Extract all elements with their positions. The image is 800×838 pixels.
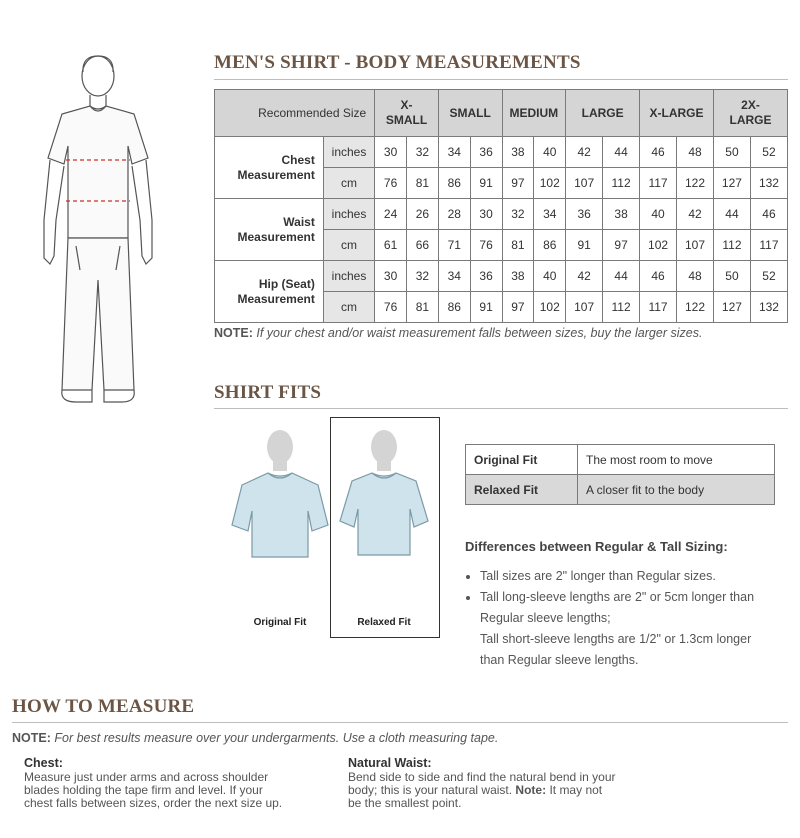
size-header [713, 90, 787, 137]
table-cell: 112 [603, 168, 640, 199]
measurement-label-line: Measurement [237, 167, 315, 182]
size-label: 2X- [741, 98, 760, 112]
divider [214, 79, 788, 80]
note-label: NOTE: [12, 731, 51, 745]
note-label: NOTE: [214, 326, 253, 340]
table-cell: 107 [677, 230, 714, 261]
table-cell: 42 [566, 137, 603, 168]
table-cell: 46 [640, 137, 677, 168]
table-cell: 122 [677, 292, 714, 323]
table-cell: 30 [470, 199, 502, 230]
table-cell: 52 [750, 261, 787, 292]
table-cell: 32 [502, 199, 534, 230]
fit-name: Original Fit [466, 445, 578, 475]
body-measurement-figure [30, 50, 180, 410]
list-item [480, 587, 800, 671]
size-label: LARGE [729, 113, 772, 127]
size-label: X- [400, 98, 413, 112]
table-cell: 112 [713, 230, 750, 261]
shirt-fits-title: SHIRT FITS [214, 382, 322, 403]
table-cell: 38 [502, 261, 534, 292]
sizing-differences-title: Differences between Regular & Tall Sizing: [465, 539, 728, 554]
table-cell: 132 [750, 168, 787, 199]
recommended-size-label: Recommended Size [215, 90, 375, 137]
fit-description: The most room to move [578, 445, 775, 475]
table-cell: 91 [470, 292, 502, 323]
table-row [215, 199, 788, 230]
instruction-line: blades holding the tape firm and level. If your [24, 783, 263, 797]
size-header: LARGE [566, 90, 640, 137]
table-cell: 32 [407, 261, 439, 292]
body-measurements-note [214, 326, 702, 340]
divider [214, 408, 788, 409]
table-cell: 117 [640, 168, 677, 199]
table-cell: 66 [407, 230, 439, 261]
size-header: MEDIUM [502, 90, 566, 137]
divider [12, 722, 788, 723]
list-item-text: • Tall long-sleeve lengths are 2" or 5cm longer than [480, 590, 755, 604]
table-cell: 107 [566, 292, 603, 323]
table-cell: 81 [502, 230, 534, 261]
table-row [215, 261, 788, 292]
table-cell: 40 [534, 261, 566, 292]
measurement-label [215, 261, 324, 323]
table-cell: 50 [713, 137, 750, 168]
instruction-note-label: Note: [515, 783, 547, 797]
table-cell: 30 [375, 261, 407, 292]
table-cell: 34 [438, 137, 470, 168]
table-cell: 48 [677, 261, 714, 292]
table-header-row [215, 90, 788, 137]
table-cell: 32 [407, 137, 439, 168]
list-item-text: than Regular sleeve lengths. [480, 653, 639, 667]
unit-label: inches [323, 261, 374, 292]
measurement-label-line: Hip (Seat) [258, 276, 315, 291]
table-cell: 107 [566, 168, 603, 199]
instruction-line: Measure just under arms and across shoulder [24, 770, 269, 784]
table-cell: 26 [407, 199, 439, 230]
table-cell: 50 [713, 261, 750, 292]
measurement-label-line: Measurement [237, 291, 315, 306]
table-cell: 97 [502, 168, 534, 199]
table-cell: 44 [603, 261, 640, 292]
list-item-text: Tall sizes are 2" longer than Regular sizes. [480, 569, 716, 583]
table-cell: 46 [750, 199, 787, 230]
table-cell: 24 [375, 199, 407, 230]
table-row [466, 445, 775, 475]
table-cell: 71 [438, 230, 470, 261]
instruction-text: It may not [549, 783, 603, 797]
measurement-label [215, 199, 324, 261]
table-cell: 42 [677, 199, 714, 230]
table-cell: 76 [470, 230, 502, 261]
table-cell: 36 [566, 199, 603, 230]
table-cell: 42 [566, 261, 603, 292]
instruction-line: be the smallest point. [348, 796, 462, 810]
sizing-differences-list [466, 566, 800, 671]
table-cell: 40 [640, 199, 677, 230]
table-row [215, 137, 788, 168]
table-cell: 132 [750, 292, 787, 323]
table-cell: 38 [603, 199, 640, 230]
table-row [466, 475, 775, 505]
measurement-label [215, 137, 324, 199]
table-cell: 44 [603, 137, 640, 168]
table-cell: 102 [534, 168, 566, 199]
list-item-text: Tall short-sleeve lengths are 1/2" or 1.3cm longer [480, 632, 752, 646]
waist-heading: Natural Waist: [348, 756, 432, 770]
table-cell: 34 [438, 261, 470, 292]
table-cell: 34 [534, 199, 566, 230]
size-header [375, 90, 439, 137]
table-cell: 117 [640, 292, 677, 323]
relaxed-fit-caption: Relaxed Fit [357, 617, 411, 628]
table-cell: 86 [534, 230, 566, 261]
measurement-label-line: Chest [281, 152, 315, 167]
table-cell: 48 [677, 137, 714, 168]
table-cell: 61 [375, 230, 407, 261]
size-header: X-LARGE [640, 90, 714, 137]
table-cell: 36 [470, 261, 502, 292]
how-to-measure-title: HOW TO MEASURE [12, 696, 195, 717]
size-label: SMALL [385, 113, 428, 127]
table-cell: 40 [534, 137, 566, 168]
table-cell: 117 [750, 230, 787, 261]
table-cell: 102 [534, 292, 566, 323]
table-cell: 30 [375, 137, 407, 168]
size-header: SMALL [438, 90, 502, 137]
table-cell: 97 [502, 292, 534, 323]
fit-table [465, 444, 775, 505]
instruction-text: body; this is your natural waist. [348, 783, 513, 797]
original-fit-caption: Original Fit [253, 617, 307, 628]
unit-label: cm [323, 230, 374, 261]
relaxed-fit-figure [334, 425, 434, 605]
table-cell: 52 [750, 137, 787, 168]
body-measurements-title: MEN'S SHIRT - BODY MEASUREMENTS [214, 52, 581, 73]
waist-instructions [348, 771, 668, 810]
fit-name: Relaxed Fit [466, 475, 578, 505]
table-cell: 76 [375, 168, 407, 199]
table-cell: 28 [438, 199, 470, 230]
table-cell: 127 [713, 168, 750, 199]
table-cell: 81 [407, 292, 439, 323]
list-item-text: Regular sleeve lengths; [480, 611, 611, 625]
original-fit-figure [230, 425, 330, 605]
table-cell: 127 [713, 292, 750, 323]
table-cell: 102 [640, 230, 677, 261]
unit-label: inches [323, 137, 374, 168]
instruction-line: Bend side to side and find the natural bend in your [348, 770, 616, 784]
body-measurements-table [214, 89, 788, 323]
measurement-label-line: Waist [283, 214, 315, 229]
chest-instructions [24, 771, 324, 810]
table-cell: 97 [603, 230, 640, 261]
table-cell: 86 [438, 292, 470, 323]
table-cell: 122 [677, 168, 714, 199]
table-cell: 91 [470, 168, 502, 199]
measurement-label-line: Measurement [237, 229, 315, 244]
fit-description: A closer fit to the body [578, 475, 775, 505]
table-cell: 76 [375, 292, 407, 323]
table-cell: 38 [502, 137, 534, 168]
table-cell: 86 [438, 168, 470, 199]
chest-heading: Chest: [24, 756, 63, 770]
table-cell: 91 [566, 230, 603, 261]
how-to-measure-note [12, 731, 498, 745]
note-text: If your chest and/or waist measurement falls between sizes, buy the larger sizes. [256, 326, 703, 340]
note-text: For best results measure over your undergarments. Use a cloth measuring tape. [54, 731, 499, 745]
unit-label: cm [323, 168, 374, 199]
table-cell: 112 [603, 292, 640, 323]
instruction-line: chest falls between sizes, order the next size up. [24, 796, 283, 810]
table-cell: 44 [713, 199, 750, 230]
list-item [480, 566, 800, 587]
unit-label: cm [323, 292, 374, 323]
table-cell: 46 [640, 261, 677, 292]
unit-label: inches [323, 199, 374, 230]
table-cell: 36 [470, 137, 502, 168]
table-cell: 81 [407, 168, 439, 199]
